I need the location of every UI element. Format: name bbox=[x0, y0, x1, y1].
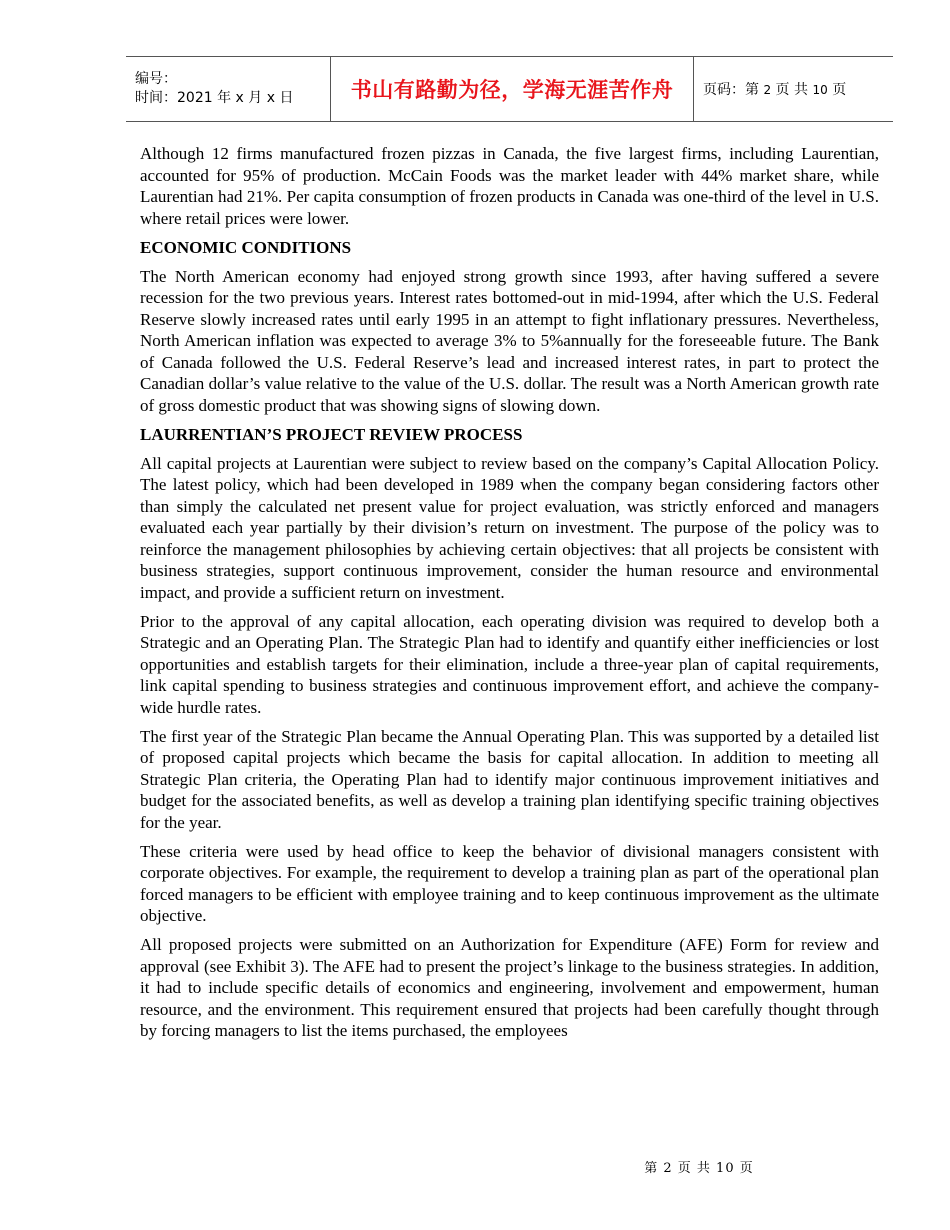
paragraph-market-share: Although 12 firms manufactured frozen pizzas in Canada, the five largest firms, including Laurentian, accounted for 95% of production. McCain Foods was the market leader with 44% market share, while Laurentian had 21%. Per capita consumption of frozen products in Canada was one-third of the level in U.S. where retail prices were lower. bbox=[140, 144, 879, 228]
header-meta-cell bbox=[126, 57, 331, 122]
paragraph-strategic-plan: Prior to the approval of any capital allocation, each operating division was required to develop both a Strategic and an Operating Plan. The Strategic Plan had to identify and quantify either inefficiencies or lost opportunities and establish targets for their elimination, include a three-year plan of capital requirements, link capital spending to business strategies and continuous improvement effort, and achieve the company-wide hurdle rates. bbox=[140, 611, 879, 717]
header-page-number bbox=[694, 57, 894, 122]
page-current: 2 bbox=[763, 83, 772, 97]
document-body bbox=[140, 143, 879, 1049]
page-suffix: 页 bbox=[832, 82, 847, 98]
page-total: 10 bbox=[812, 83, 828, 97]
page-footer: 第 2 页 共 10 页 bbox=[644, 1161, 754, 1176]
paragraph-criteria: These criteria were used by head office to keep the behavior of divisional managers consistent with corporate objectives. For example, the requirement to develop a training plan as part of the operational plan forced managers to be efficient with employee training and to keep continuous improvement as the ultimate objective. bbox=[140, 841, 879, 925]
document-number-label: 编号： bbox=[135, 71, 177, 87]
header-motto: 书山有路勤为径，学海无涯苦作舟 bbox=[331, 57, 694, 122]
page-mid: 页 共 bbox=[775, 82, 808, 98]
paragraph-capital-policy: All capital projects at Laurentian were subject to review based on the company’s Capital Allocation Policy. The latest policy, which had been developed in 1989 when the company began considering factors other than simply the calculated net present value for project evaluation, was strictly enforced and managers evaluated each year partially by their division’s return on investment. The purpose of the policy was to reinforce the management philosophies by achieving certain objectives: that all projects be consistent with business strategies, support continuous improvement, consider the human resource and environmental impact, and provide a sufficient return on investment. bbox=[140, 453, 879, 602]
document-time-label: 时间：2021 年 x 月 x 日 bbox=[135, 90, 294, 106]
paragraph-afe: All proposed projects were submitted on an Authorization for Expenditure (AFE) Form for review and approval (see Exhibit 3). The AFE had to present the project’s linkage to the business strategies. In addition, it had to include specific details of economics and engineering, involvement and empowerment, human resource, and the environment. This requirement ensured that projects had been carefully thought through by forcing managers to list the items purchased, the employees bbox=[140, 935, 879, 1040]
page-prefix: 页码：第 bbox=[703, 82, 759, 98]
document-header bbox=[126, 56, 893, 122]
paragraph-economy: The North American economy had enjoyed strong growth since 1993, after having suffered a severe recession for the two previous years. Interest rates bottomed-out in mid-1994, after which the U.S. Federal Reserve slowly increased rates until early 1995 in an attempt to fight inflationary pressures. Nevertheless, North American inflation was expected to average 3% to 5%annually for the foreseeable future. The Bank of Canada followed the U.S. Federal Reserve’s lead and increased interest rates, in part to protect the Canadian dollar’s value relative to the value of the U.S. dollar. The result was a North American growth rate of gross domestic product that was showing signs of slowing down. bbox=[140, 266, 879, 415]
paragraph-operating-plan: The first year of the Strategic Plan became the Annual Operating Plan. This was supported by a detailed list of proposed capital projects which became the basis for capital allocation. In addition to meeting all Strategic Plan criteria, the Operating Plan had to identify major continuous improvement initiatives and budget for the associated benefits, as well as develop a training plan identifying specific training objectives for the year. bbox=[140, 726, 879, 832]
heading-economic-conditions: ECONOMIC CONDITIONS bbox=[140, 237, 352, 257]
heading-project-review: LAURRENTIAN’S PROJECT REVIEW PROCESS bbox=[140, 424, 523, 444]
